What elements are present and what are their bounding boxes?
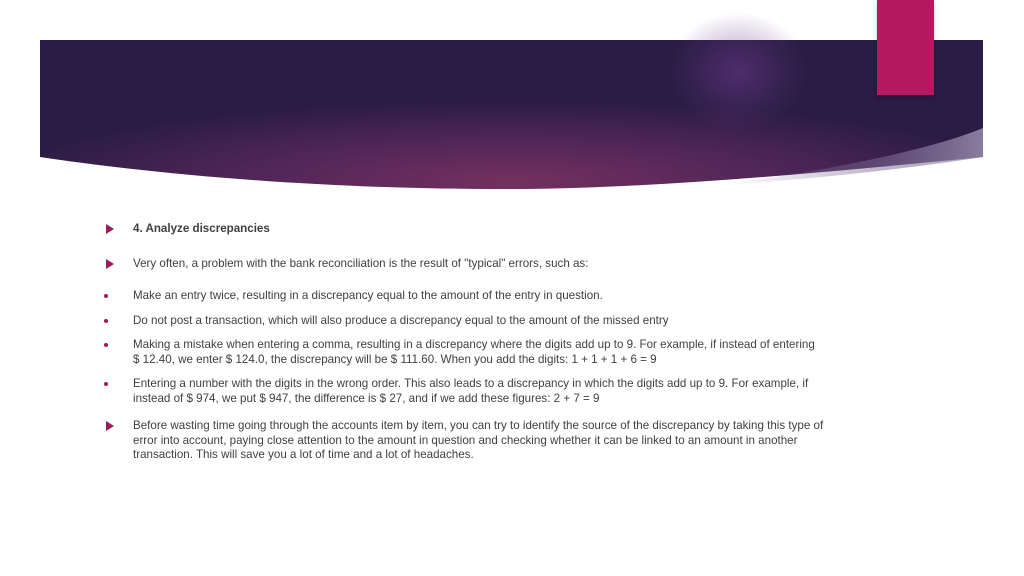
- dot-bullet-icon: [104, 382, 108, 386]
- list-item-text: Do not post a transaction, which will also produce a discrepancy equal to the amount of the missed entry: [133, 313, 669, 327]
- list-item-text: Entering a number with the digits in the wrong order. This also leads to a discrepancy in which the digits add up to 9. For example, if instead of $ 974, we put $ 947, the difference is $ 27, and if we add these figures: 2 + 7 = 9: [133, 377, 809, 405]
- list-item: [104, 314, 824, 329]
- list-item: [104, 338, 824, 367]
- list-item: [104, 419, 824, 463]
- list-item-text: 4. Analyze discrepancies: [133, 222, 270, 235]
- list-item-text: Make an entry twice, resulting in a discrepancy equal to the amount of the entry in question.: [133, 289, 603, 302]
- list-item: [104, 377, 824, 406]
- list-item: [104, 289, 824, 304]
- list-item: [104, 222, 824, 237]
- arrow-bullet-icon: [106, 259, 114, 269]
- arrow-bullet-icon: [106, 421, 114, 431]
- accent-tab: [877, 0, 934, 95]
- header-band-glow: [668, 12, 808, 132]
- arrow-bullet-icon: [106, 224, 114, 234]
- dot-bullet-icon: [104, 319, 108, 323]
- list-item-text: Before wasting time going through the accounts item by item, you can try to identify the source of the discrepancy by taking this type of error into account, paying close attention to the amount in question and checking whether it can be linked to an amount in another transaction. This will save you a lot of time and a lot of headaches.: [133, 419, 824, 461]
- header-band: [0, 0, 1024, 200]
- dot-bullet-icon: [104, 343, 108, 347]
- dot-bullet-icon: [104, 294, 108, 298]
- bullet-list: [104, 220, 824, 463]
- list-item-text: Making a mistake when entering a comma, resulting in a discrepancy where the digits add up to 9. For example, if instead of entering $ 12.40, we enter $ 124.0, the discrepancy will be $ 111.60. When you add the digits: 1 + 1 + 1 + 6 = 9: [133, 338, 815, 366]
- list-item-text: Very often, a problem with the bank reconciliation is the result of "typical" errors, such as:: [133, 256, 589, 270]
- list-item: [104, 257, 824, 272]
